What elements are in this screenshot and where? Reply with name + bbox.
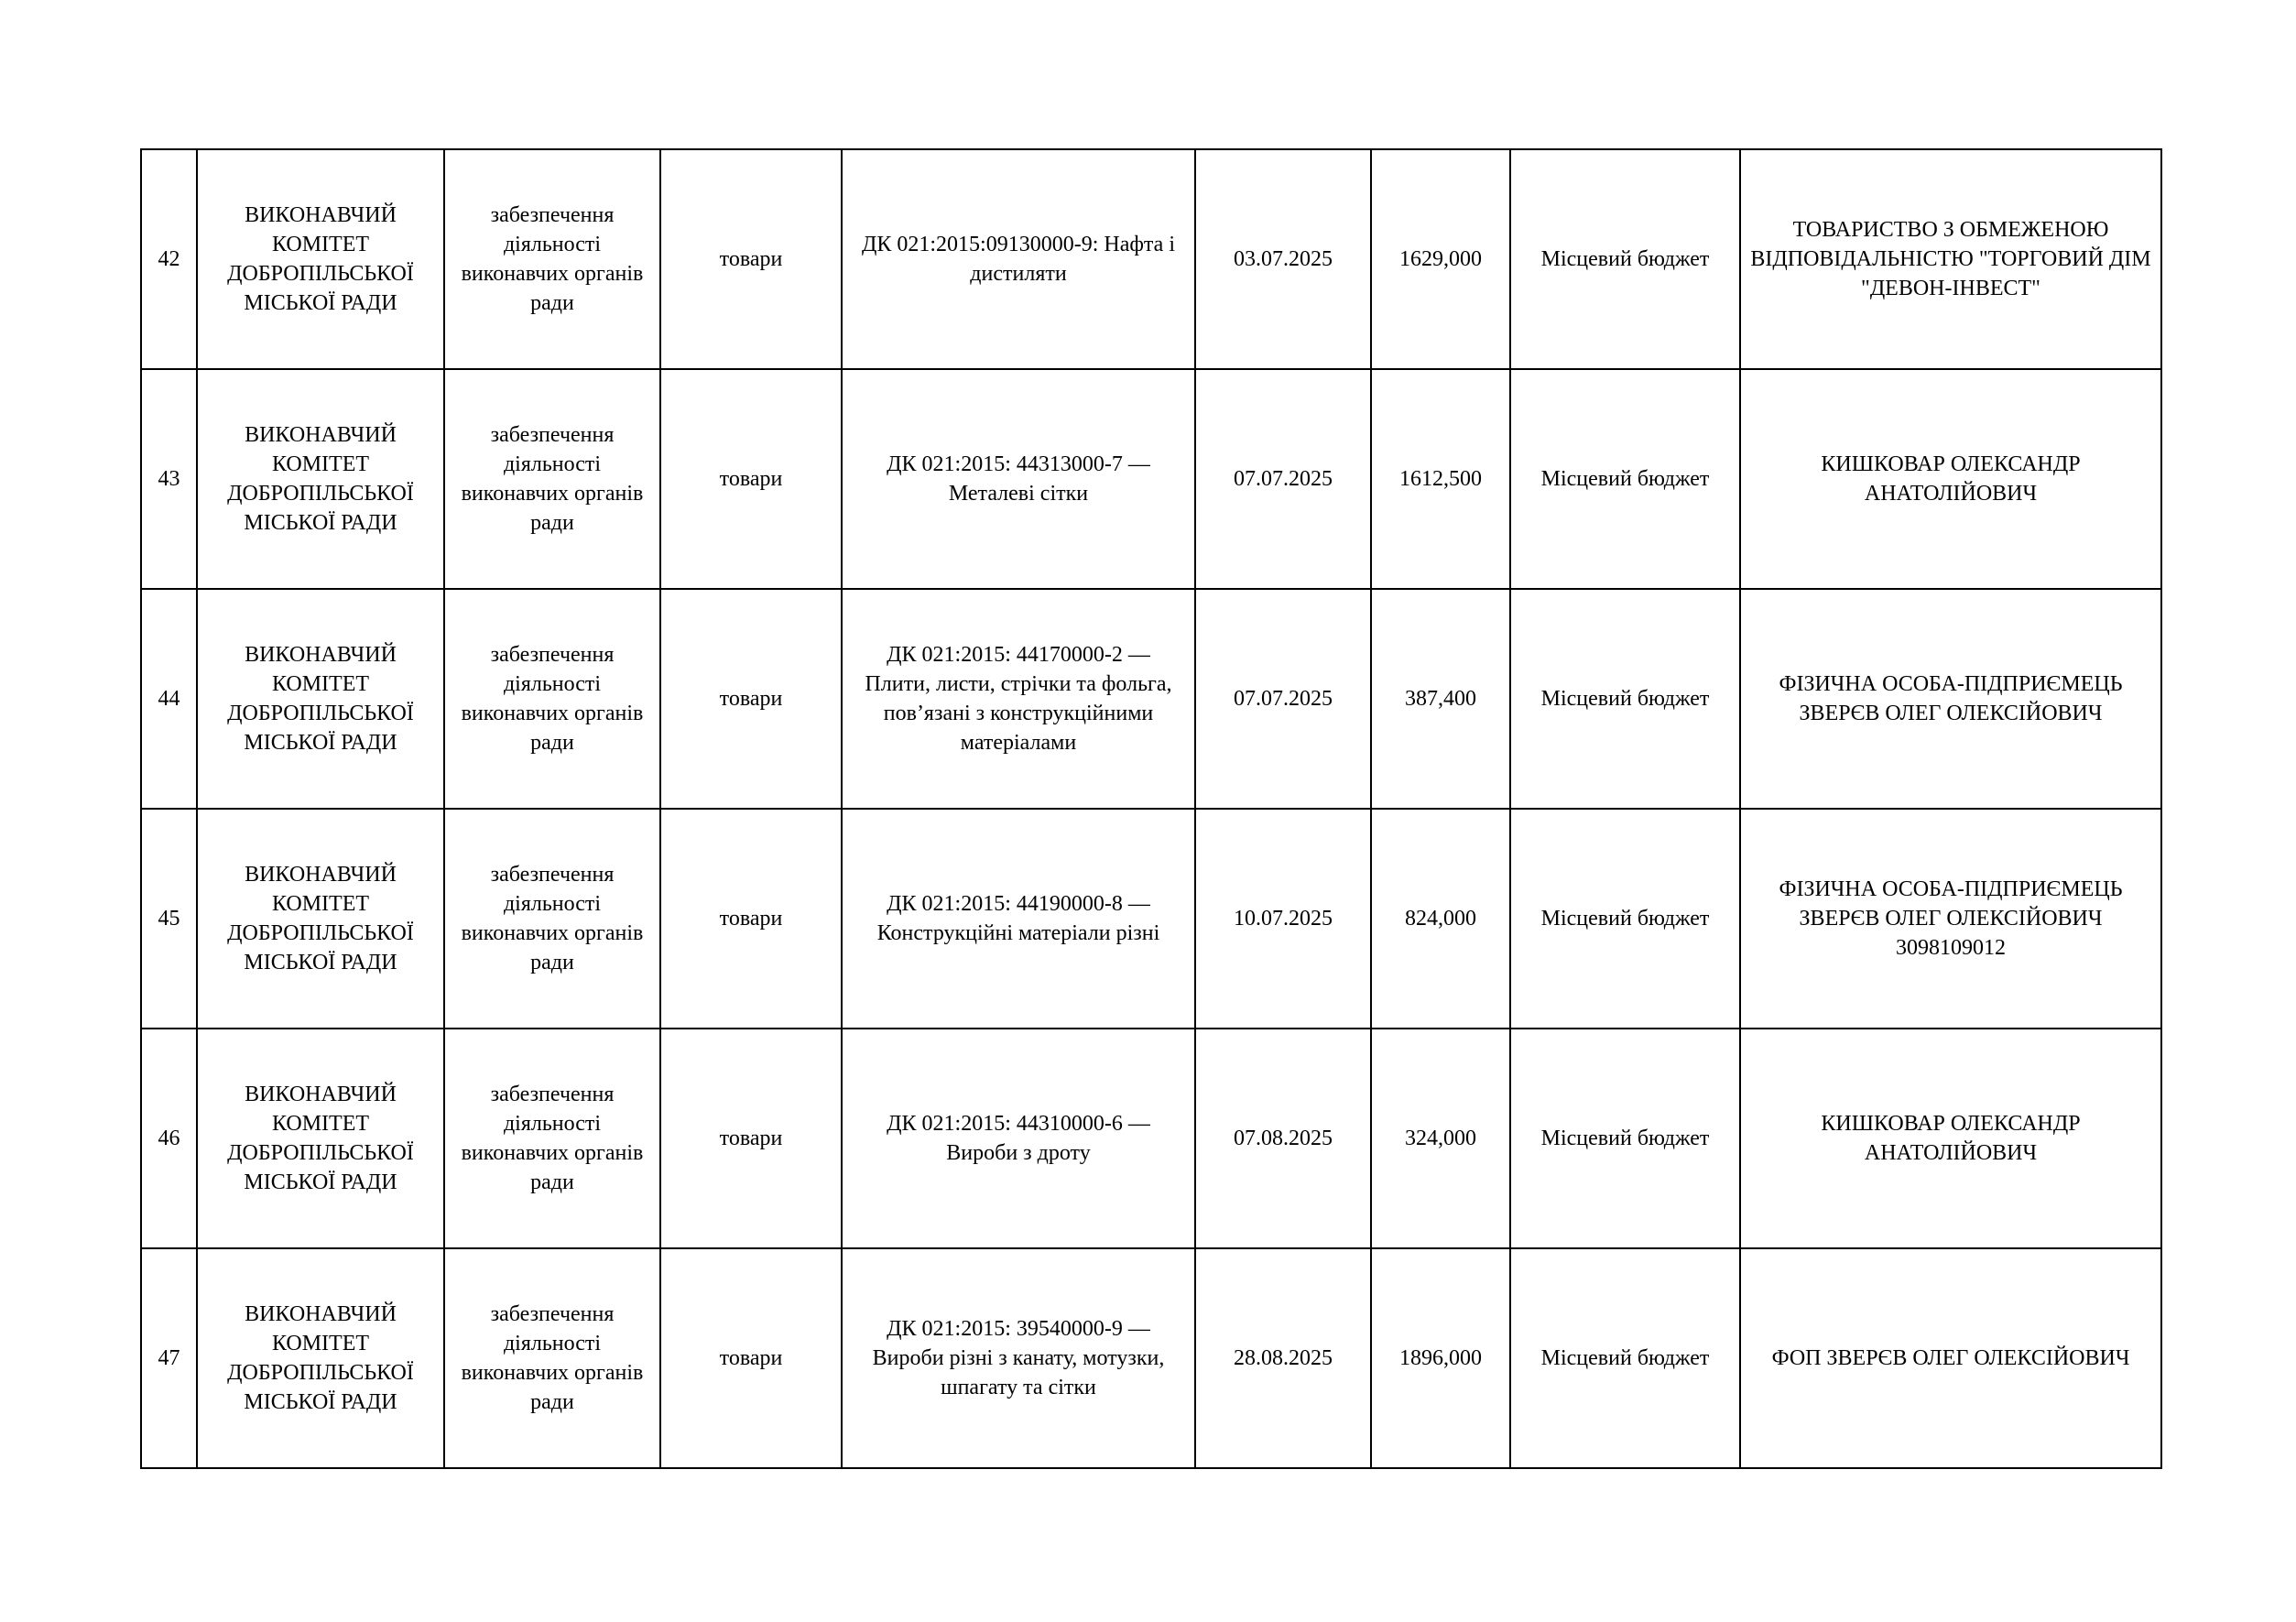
table-row <box>141 809 2161 1029</box>
row-number: 43 <box>141 369 197 589</box>
contract-amount: 1629,000 <box>1371 149 1510 369</box>
table-row <box>141 589 2161 809</box>
funding-source: Місцевий бюджет <box>1510 1029 1740 1248</box>
procurement-purpose: забезпечення діяльності виконавчих органів ради <box>444 809 660 1029</box>
row-number: 47 <box>141 1248 197 1468</box>
table-row <box>141 1029 2161 1248</box>
contract-amount: 324,000 <box>1371 1029 1510 1248</box>
funding-source: Місцевий бюджет <box>1510 1248 1740 1468</box>
customer-name: ВИКОНАВЧИЙ КОМІТЕТ ДОБРОПІЛЬСЬКОЇ МІСЬКОЇ РАДИ <box>197 1248 444 1468</box>
funding-source: Місцевий бюджет <box>1510 589 1740 809</box>
supplier-name: КИШКОВАР ОЛЕКСАНДР АНАТОЛІЙОВИЧ <box>1740 1029 2161 1248</box>
contract-date: 03.07.2025 <box>1195 149 1371 369</box>
procurement-purpose: забезпечення діяльності виконавчих органів ради <box>444 1248 660 1468</box>
procurement-subject: ДК 021:2015: 44190000-8 — Конструкційні матеріали різні <box>842 809 1195 1029</box>
contract-date: 28.08.2025 <box>1195 1248 1371 1468</box>
customer-name: ВИКОНАВЧИЙ КОМІТЕТ ДОБРОПІЛЬСЬКОЇ МІСЬКОЇ РАДИ <box>197 1029 444 1248</box>
customer-name: ВИКОНАВЧИЙ КОМІТЕТ ДОБРОПІЛЬСЬКОЇ МІСЬКОЇ РАДИ <box>197 589 444 809</box>
table-row <box>141 369 2161 589</box>
table-row <box>141 1248 2161 1468</box>
contract-date: 07.07.2025 <box>1195 369 1371 589</box>
procurement-type: товари <box>660 589 842 809</box>
procurement-type: товари <box>660 1248 842 1468</box>
table-row <box>141 149 2161 369</box>
contract-amount: 1896,000 <box>1371 1248 1510 1468</box>
procurement-type: товари <box>660 369 842 589</box>
supplier-name: ТОВАРИСТВО З ОБМЕЖЕНОЮ ВІДПОВІДАЛЬНІСТЮ "ТОРГОВИЙ ДІМ "ДЕВОН-ІНВЕСТ" <box>1740 149 2161 369</box>
contract-date: 07.07.2025 <box>1195 589 1371 809</box>
supplier-name: ФІЗИЧНА ОСОБА-ПІДПРИЄМЕЦЬ ЗВЕРЄВ ОЛЕГ ОЛЕКСІЙОВИЧ 3098109012 <box>1740 809 2161 1029</box>
funding-source: Місцевий бюджет <box>1510 809 1740 1029</box>
procurement-type: товари <box>660 149 842 369</box>
row-number: 45 <box>141 809 197 1029</box>
contract-amount: 1612,500 <box>1371 369 1510 589</box>
procurement-subject: ДК 021:2015: 44170000-2 — Плити, листи, стрічки та фольга, пов’язані з конструкційними матеріалами <box>842 589 1195 809</box>
funding-source: Місцевий бюджет <box>1510 369 1740 589</box>
customer-name: ВИКОНАВЧИЙ КОМІТЕТ ДОБРОПІЛЬСЬКОЇ МІСЬКОЇ РАДИ <box>197 369 444 589</box>
supplier-name: ФІЗИЧНА ОСОБА-ПІДПРИЄМЕЦЬ ЗВЕРЄВ ОЛЕГ ОЛЕКСІЙОВИЧ <box>1740 589 2161 809</box>
procurement-type: товари <box>660 1029 842 1248</box>
procurement-subject: ДК 021:2015: 39540000-9 — Вироби різні з канату, мотузки, шпагату та сітки <box>842 1248 1195 1468</box>
procurement-purpose: забезпечення діяльності виконавчих органів ради <box>444 589 660 809</box>
row-number: 46 <box>141 1029 197 1248</box>
customer-name: ВИКОНАВЧИЙ КОМІТЕТ ДОБРОПІЛЬСЬКОЇ МІСЬКОЇ РАДИ <box>197 149 444 369</box>
contract-date: 07.08.2025 <box>1195 1029 1371 1248</box>
supplier-name: ФОП ЗВЕРЄВ ОЛЕГ ОЛЕКСІЙОВИЧ <box>1740 1248 2161 1468</box>
procurement-purpose: забезпечення діяльності виконавчих органів ради <box>444 1029 660 1248</box>
row-number: 42 <box>141 149 197 369</box>
customer-name: ВИКОНАВЧИЙ КОМІТЕТ ДОБРОПІЛЬСЬКОЇ МІСЬКОЇ РАДИ <box>197 809 444 1029</box>
contract-amount: 387,400 <box>1371 589 1510 809</box>
procurement-table <box>140 148 2162 1469</box>
contract-amount: 824,000 <box>1371 809 1510 1029</box>
funding-source: Місцевий бюджет <box>1510 149 1740 369</box>
supplier-name: КИШКОВАР ОЛЕКСАНДР АНАТОЛІЙОВИЧ <box>1740 369 2161 589</box>
procurement-subject: ДК 021:2015:09130000-9: Нафта і дистиляти <box>842 149 1195 369</box>
procurement-purpose: забезпечення діяльності виконавчих органів ради <box>444 369 660 589</box>
procurement-subject: ДК 021:2015: 44310000-6 — Вироби з дроту <box>842 1029 1195 1248</box>
procurement-purpose: забезпечення діяльності виконавчих органів ради <box>444 149 660 369</box>
procurement-subject: ДК 021:2015: 44313000-7 — Металеві сітки <box>842 369 1195 589</box>
procurement-type: товари <box>660 809 842 1029</box>
row-number: 44 <box>141 589 197 809</box>
contract-date: 10.07.2025 <box>1195 809 1371 1029</box>
